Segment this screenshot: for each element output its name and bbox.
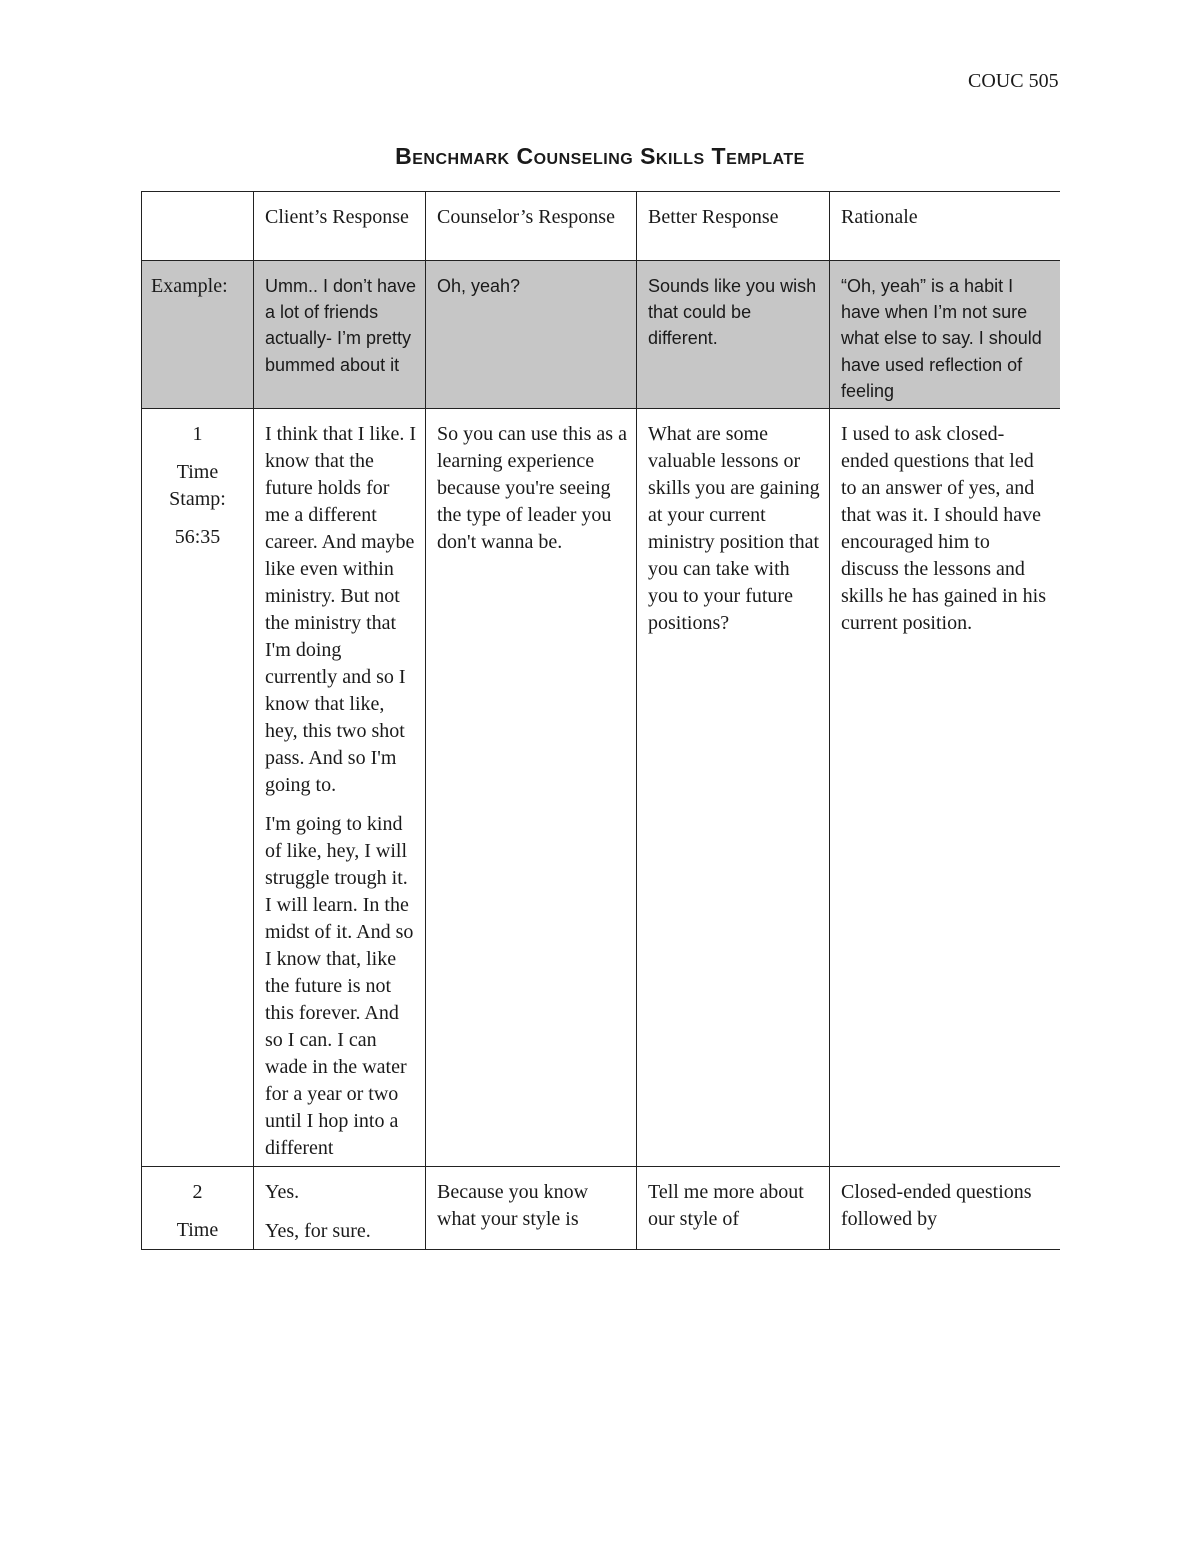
header-better-response: Better Response (637, 192, 830, 261)
example-rationale: “Oh, yeah” is a habit I have when I’m not sure what else to say. I should have used reflection of feeling (830, 261, 1061, 409)
better-response-cell: Tell me more about our style of (637, 1167, 830, 1250)
client-response-paragraph: I'm going to kind of like, hey, I will struggle trough it. I will learn. In the midst of it. And so I know that, like the future is not this forever. And so I can. I can wade in the water for a year or two until I hop into a different (265, 813, 414, 1160)
document-title: Benchmark Counseling Skills Template (395, 143, 805, 169)
client-response-paragraph: Yes, for sure. (265, 1220, 371, 1243)
client-response-paragraph: Yes. (265, 1181, 300, 1204)
client-response-cell (254, 1167, 426, 1250)
header-rationale: Rationale (830, 192, 1061, 261)
row-number-cell (142, 409, 254, 1167)
header-counselor-response: Counselor’s Response (426, 192, 637, 261)
client-response-cell (254, 409, 426, 1167)
header-client-response: Client’s Response (254, 192, 426, 261)
example-better-response: Sounds like you wish that could be different. (637, 261, 830, 409)
time-stamp-label: Time Stamp: (169, 461, 226, 511)
counselor-response-cell: Because you know what your style is (426, 1167, 637, 1250)
header-row (142, 192, 1061, 261)
example-client-response: Umm.. I don’t have a lot of friends actually- I’m pretty bummed about it (254, 261, 426, 409)
client-response-paragraph: I think that I like. I know that the future holds for me a different career. And maybe like even within ministry. But not the ministry that I'm doing currently and so I know that like, hey, this two shot pass. And so I'm going to. (265, 423, 417, 797)
course-code: COUC 505 (968, 70, 1059, 92)
better-response-cell: What are some valuable lessons or skills you are gaining at your current ministry position that you can take with you to your future positions? (637, 409, 830, 1167)
counselor-response-cell: So you can use this as a learning experience because you're seeing the type of leader you don't wanna be. (426, 409, 637, 1167)
time-stamp-value: 56:35 (174, 526, 221, 549)
header-cell-blank (142, 192, 254, 261)
skills-table (141, 191, 1060, 1250)
row-number: 1 (192, 423, 203, 446)
time-stamp-label: Time (176, 1219, 219, 1242)
example-row (142, 261, 1061, 409)
example-counselor-response: Oh, yeah? (426, 261, 637, 409)
rationale-cell: Closed-ended questions followed by (830, 1167, 1061, 1250)
example-label: Example: (142, 261, 254, 409)
skills-table-container (141, 191, 1060, 1401)
table-row (142, 1167, 1061, 1250)
rationale-cell: I used to ask closed-ended questions that led to an answer of yes, and that was it. I should have encouraged him to discuss the lessons and skills he has gained in his current position. (830, 409, 1061, 1167)
row-number: 2 (192, 1181, 203, 1204)
row-number-cell (142, 1167, 254, 1250)
table-row (142, 409, 1061, 1167)
